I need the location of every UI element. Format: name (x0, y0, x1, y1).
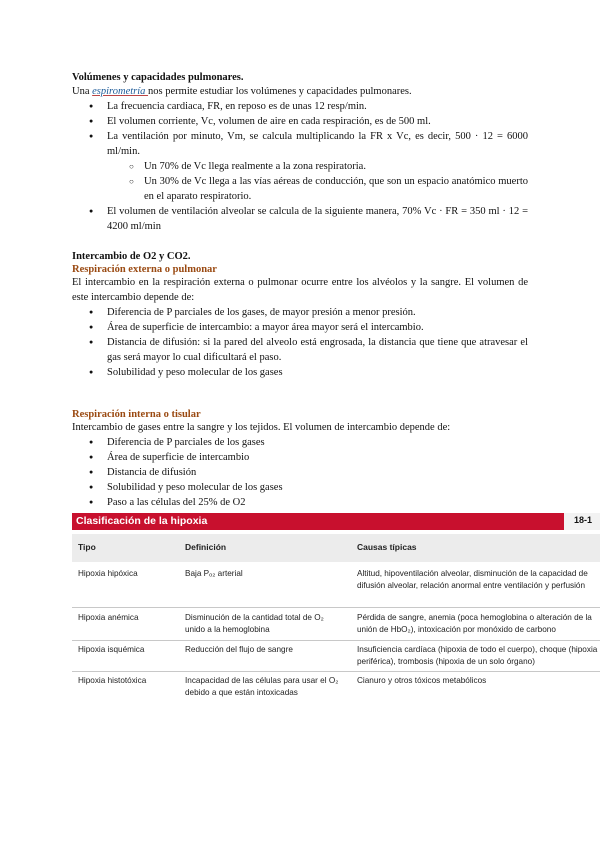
section-exchange (72, 251, 528, 380)
table-title-bar (72, 513, 600, 530)
row-divider (72, 640, 600, 641)
list-item: ○ Un 70% de Vc llega realmente a la zona respiratoria. (72, 159, 528, 174)
cell-causas: Insuficiencia cardíaca (hipoxia de todo el cuerpo), choque (hipoxia periférica), trombosis (hipoxia de un solo órgano) (357, 645, 598, 666)
table-title: Clasificación de la hipoxia (76, 515, 208, 527)
cell-definicion: Incapacidad de las células para usar el O₂ debido a que están intoxicadas (185, 676, 339, 697)
cell-definicion: Reducción del flujo de sangre (185, 645, 293, 654)
cell-causas: Pérdida de sangre, anemia (poca hemoglobina o alteración de la unión de HbO₂), intoxicación por monóxido de carbono (357, 613, 592, 634)
list-item: ● El volumen corriente, Vc, volumen de aire en cada respiración, es de 500 ml. (72, 114, 528, 129)
column-header-causas: Causas típicas (357, 542, 417, 552)
table-number: 18-1 (564, 513, 600, 530)
section-heading-volumes: Volúmenes y capacidades pulmonares. (72, 72, 244, 83)
subsection-title-external: Respiración externa o pulmonar (72, 264, 217, 275)
section-heading-exchange: Intercambio de O2 y CO2. (72, 251, 191, 262)
cell-tipo: Hipoxia anémica (78, 613, 139, 622)
list-item: ● Solubilidad y peso molecular de los gases (72, 365, 528, 380)
list-item: ● Solubilidad y peso molecular de los gases (72, 480, 528, 495)
list-item: ○ Un 30% de Vc llega a las vías aéreas de conducción, que son un espacio anatómico muerto en el aparato respiratorio. (72, 174, 528, 204)
list-item: ● Paso a las células del 25% de O2 (72, 495, 528, 510)
intro-text-post: nos permite estudiar los volúmenes y capacidades pulmonares. (148, 86, 412, 97)
list-item: ● Distancia de difusión (72, 465, 528, 480)
internal-bullet-list (72, 435, 528, 510)
cell-tipo: Hipoxia isquémica (78, 645, 145, 654)
list-item: ● Área de superficie de intercambio: a mayor área mayor será el intercambio. (72, 320, 528, 335)
column-header-tipo: Tipo (78, 542, 96, 552)
section-internal (72, 409, 528, 510)
list-item: ● Distancia de difusión: si la pared del alveolo está engrosada, la distancia que tiene que atravesar el gas será mayor lo cual dificultará el paso. (72, 335, 528, 365)
espirometria-link[interactable]: espirometría (92, 86, 149, 97)
volumes-bullet-list (72, 99, 528, 159)
section-volumes (72, 72, 528, 234)
list-item: ● El volumen de ventilación alveolar se calcula de la siguiente manera, 70% Vc · FR = 350 ml · 12 = 4200 ml/min (72, 204, 528, 234)
row-divider (72, 671, 600, 672)
cell-definicion: Disminución de la cantidad total de O₂ unido a la hemoglobina (185, 613, 324, 634)
volumes-bullet-list-end (72, 204, 528, 234)
list-item: ● La ventilación por minuto, Vm, se calcula multiplicando la FR x Vc, es decir, 500 · 12 = 6000 ml/min. (72, 129, 528, 159)
list-item: ● Diferencia de P parciales de los gases, de mayor presión a menor presión. (72, 305, 528, 320)
volumes-sub-bullet-list (72, 159, 528, 204)
cell-tipo: Hipoxia histotóxica (78, 676, 147, 685)
intro-text-pre: Una (72, 86, 93, 97)
cell-definicion: Baja Pₒ₂ arterial (185, 569, 243, 578)
list-item: ● Diferencia de P parciales de los gases (72, 435, 528, 450)
hypoxia-table-figure (72, 513, 600, 697)
subsection-title-internal: Respiración interna o tisular (72, 409, 201, 420)
external-bullet-list (72, 305, 528, 380)
external-paragraph: El intercambio en la respiración externa o pulmonar ocurre entre los alvéolos y la sangre. El volumen de este intercambio depende de: (72, 277, 528, 303)
cell-causas: Altitud, hipoventilación alveolar, disminución de la capacidad de difusión alveolar, relación anormal entre ventilación y perfusión (357, 569, 588, 590)
column-header-definicion: Definición (185, 542, 227, 552)
list-item: ● La frecuencia cardiaca, FR, en reposo es de unas 12 resp/min. (72, 99, 528, 114)
list-item: ● Área de superficie de intercambio (72, 450, 528, 465)
cell-causas: Cianuro y otros tóxicos metabólicos (357, 676, 487, 685)
internal-paragraph: Intercambio de gases entre la sangre y los tejidos. El volumen de intercambio depende de: (72, 422, 451, 433)
cell-tipo: Hipoxia hipóxica (78, 569, 138, 578)
table-header-row (72, 534, 600, 562)
intro-paragraph (72, 84, 528, 99)
row-divider (72, 607, 600, 608)
